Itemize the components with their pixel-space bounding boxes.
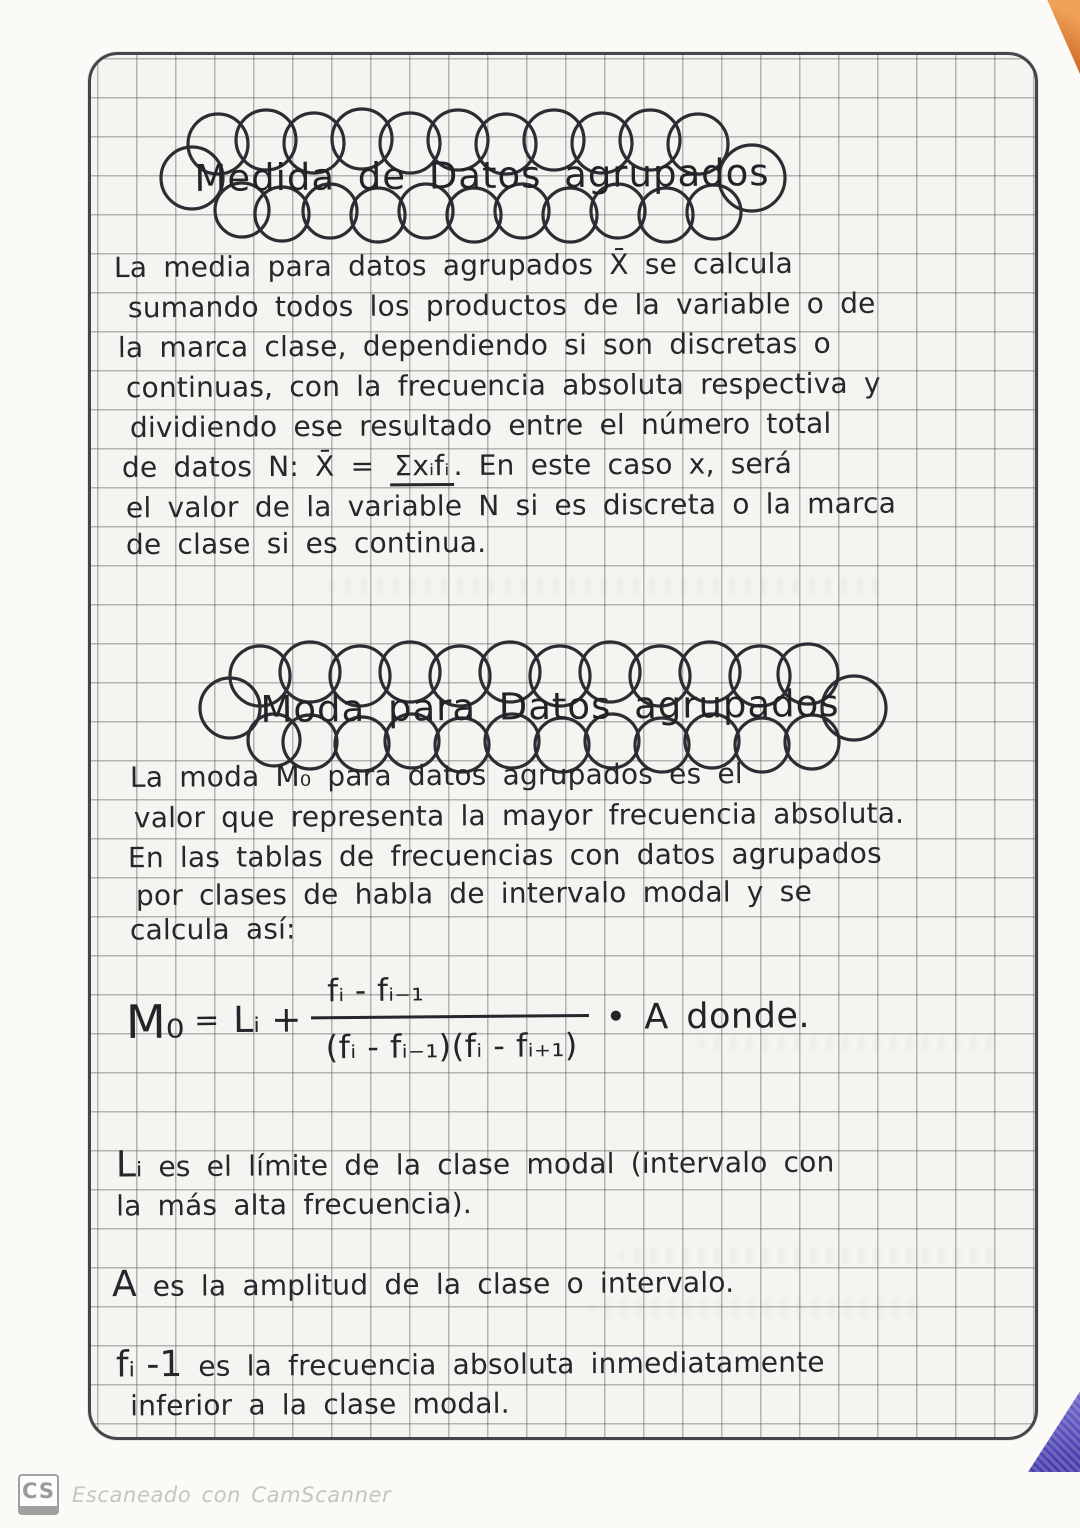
definition-fi-term: fᵢ -1: [115, 1344, 183, 1386]
formula-numerator: fᵢ - fᵢ₋₁: [326, 972, 425, 1010]
media-paragraph-line: La media para datos agrupados X̄ se calcula: [113, 246, 794, 285]
formula-equals: =: [193, 1003, 220, 1039]
camscanner-watermark-text: Escaneado con CamScanner: [72, 1482, 392, 1507]
media-section-title: Medida de Datos agrupados: [194, 150, 770, 200]
media-paragraph-line: la marca clase, dependiendo si son discretas o: [117, 326, 831, 365]
definition-fi-text2: inferior a la clase modal.: [130, 1386, 510, 1423]
formula-mo-symbol: M₀: [125, 993, 185, 1049]
mode-formula: [126, 969, 811, 1068]
definition-a-term: A: [111, 1264, 137, 1306]
definition-fi-text: es la frecuencia absoluta inmediatamente: [198, 1345, 825, 1383]
formula-tail: • A donde.: [605, 995, 811, 1038]
media-paragraph-line: sumando todos los productos de la variable o de: [127, 286, 876, 325]
media-paragraph-line: el valor de la variable N si es discreta o la marca: [125, 486, 897, 525]
photo-corner-orange-artifact: [1042, 0, 1080, 74]
formula-li-term: Lᵢ +: [233, 999, 302, 1042]
bleed-through-smudge: [590, 1300, 920, 1316]
media-formula-post: . En este caso x, será: [453, 446, 793, 483]
bleed-through-smudge: [330, 578, 890, 594]
media-paragraph-line: dividiendo ese resultado entre el número total: [129, 406, 832, 445]
definition-li-term: Lᵢ: [115, 1144, 143, 1186]
media-paragraph-line: de clase si es continua.: [125, 525, 487, 562]
moda-paragraph-line: La moda M₀ para datos agrupados es el: [129, 757, 743, 794]
moda-paragraph-line: calcula así:: [129, 912, 296, 947]
formula-fraction: [311, 971, 590, 1066]
moda-paragraph-line: En las tablas de frecuencias con datos agrupados: [127, 836, 882, 875]
moda-paragraph-line: por clases de habla de intervalo modal y se: [135, 874, 813, 913]
media-inline-formula: Σxᵢfᵢ: [390, 449, 453, 486]
definition-li-text2: la más alta frecuencia).: [116, 1187, 473, 1223]
moda-section-title: Moda para Datos agrupados: [260, 681, 840, 731]
definition-a: [112, 1260, 735, 1305]
camscanner-logo-icon: CS: [18, 1474, 59, 1515]
media-formula-pre: de datos N: X̄ =: [121, 449, 375, 485]
formula-denominator: (fᵢ - fᵢ₋₁)(fᵢ - fᵢ₊₁): [311, 1014, 590, 1066]
camscanner-watermark: [18, 1474, 391, 1515]
section-title-cloud-media: [158, 98, 806, 256]
media-paragraph-line: continuas, con la frecuencia absoluta respectiva y: [125, 366, 881, 405]
definition-fi: [116, 1340, 825, 1428]
media-formula-line: [122, 444, 792, 488]
moda-paragraph-line: valor que representa la mayor frecuencia absoluta.: [133, 796, 905, 835]
definition-li-text: es el límite de la clase modal (intervalo con: [158, 1145, 835, 1184]
definition-li: [116, 1139, 835, 1227]
definition-a-text: es la amplitud de la clase o intervalo.: [152, 1265, 735, 1303]
